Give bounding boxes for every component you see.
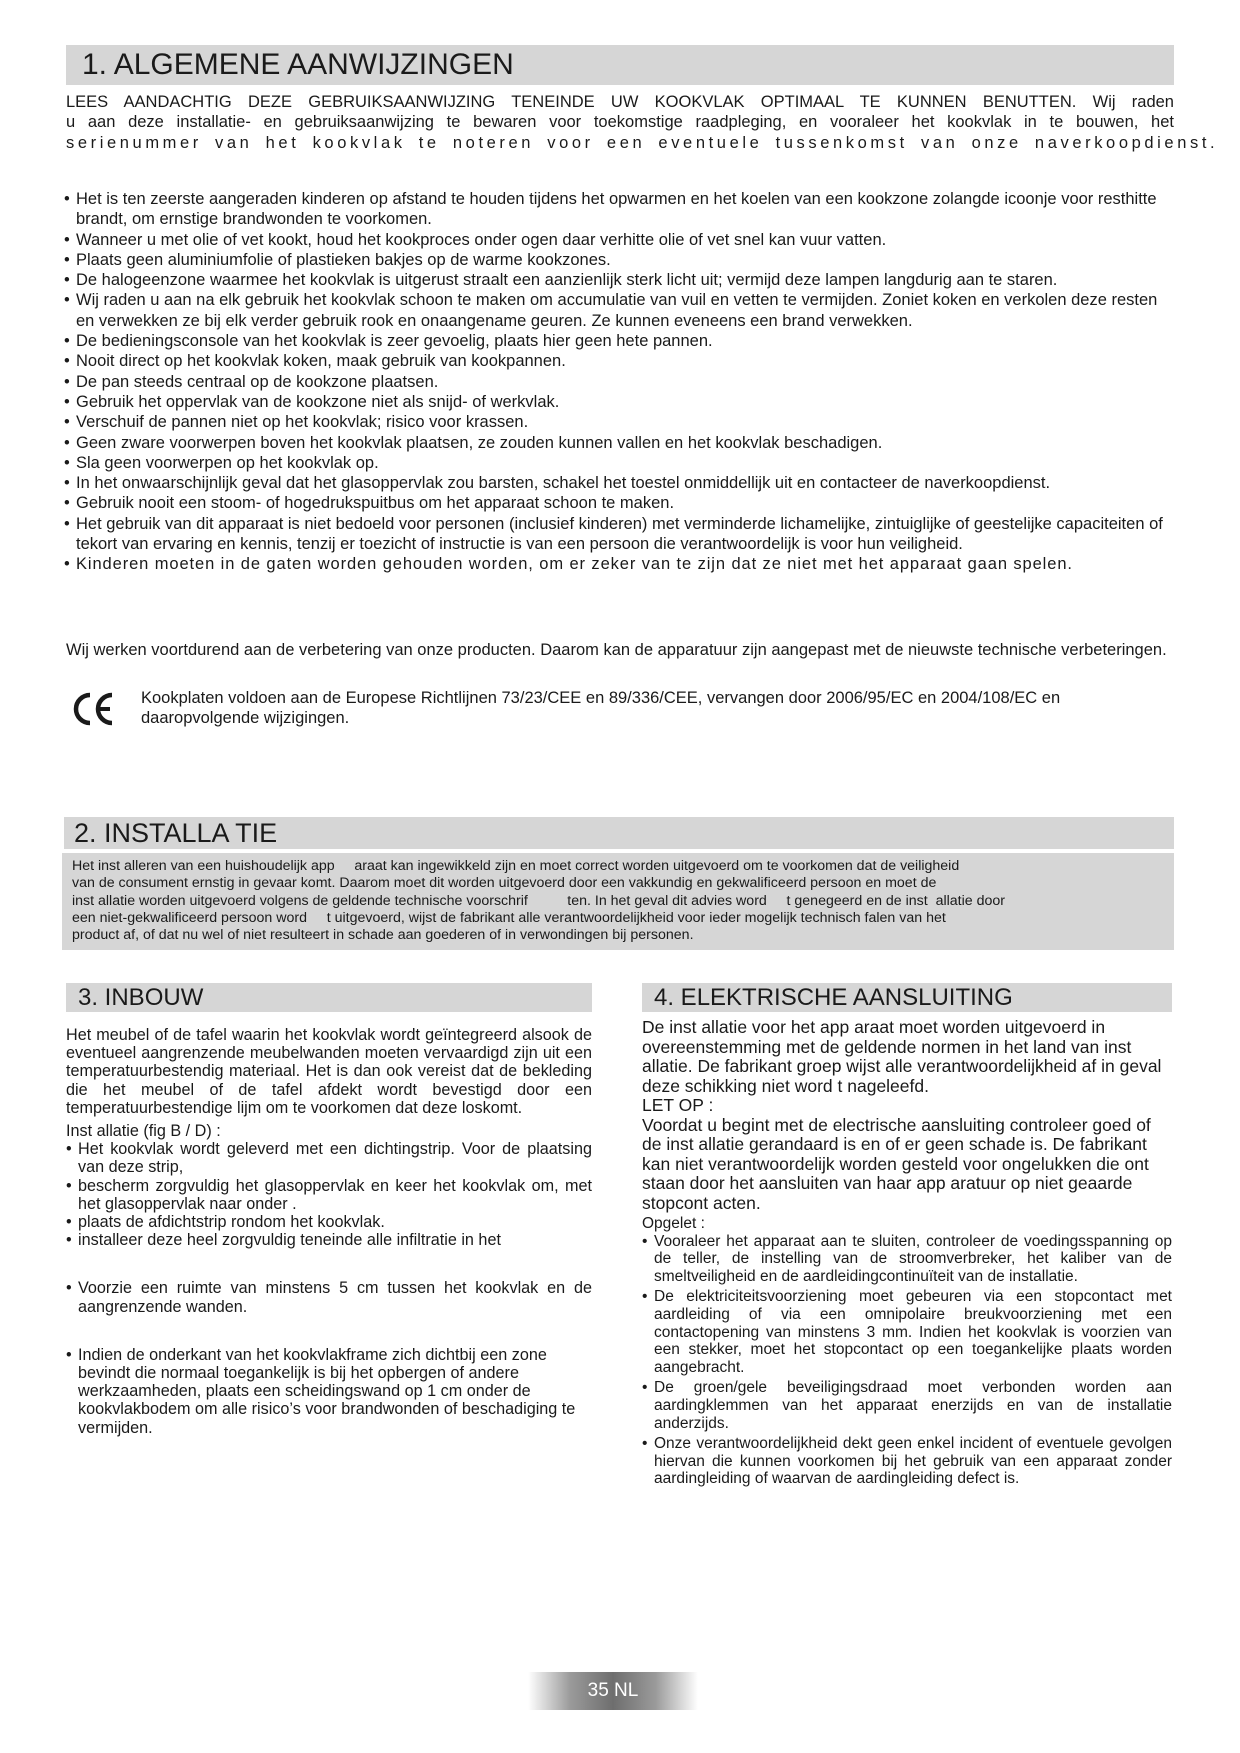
- list-item: • Het kookvlak wordt geleverd met een dichtingstrip. Voor de plaatsing van deze strip,: [66, 1140, 592, 1176]
- page-number: 35 NL: [528, 1672, 698, 1710]
- installation-warning-box: [62, 853, 1174, 950]
- list-item: • In het onwaarschijnlijk geval dat het glasoppervlak zou barsten, schakel het toestel onmiddellijk uit en contacteer de naverkoopdienst.: [64, 473, 1174, 493]
- list-item: • Geen zware voorwerpen boven het kookvlak plaatsen, ze zouden kunnen vallen en het kookvlak beschadigen.: [64, 433, 1174, 453]
- list-item: • Kinderen moeten in de gaten worden gehouden worden, om er zeker van te zijn dat ze niet met het apparaat gaan spelen.: [64, 554, 1174, 574]
- strip-bullet-list: [66, 1140, 592, 1176]
- let-op-label: LET OP :: [642, 1095, 714, 1115]
- list-item: • Plaats geen aluminiumfolie of plastieken bakjes op de warme kookzones.: [64, 250, 1174, 270]
- warning-line-1: Het inst alleren van een huishoudelijk app araat kan ingewikkeld zijn en moet correct worden uitgevoerd om te voorkomen dat de veiligheid: [72, 858, 960, 874]
- section-4-body: [642, 1018, 1172, 1488]
- section-3-heading: 3. INBOUW: [66, 983, 592, 1012]
- list-item: • Voorzie een ruimte van minstens 5 cm tussen het kookvlak en de aangrenzende wanden.: [66, 1279, 592, 1315]
- list-item: • Nooit direct op het kookvlak koken, maak gebruik van kookpannen.: [64, 351, 1174, 371]
- section-2-heading: 2. INSTALLA TIE: [64, 817, 1174, 849]
- list-item: • Wanneer u met olie of vet kookt, houd het kookproces onder ogen daar verhitte olie of vet snel kan vuur vatten.: [64, 230, 1174, 250]
- section-3-body: [66, 1026, 592, 1437]
- list-item: • Het is ten zeerste aangeraden kinderen op afstand te houden tijdens het opwarmen en het koelen van een kookzone zolangde icoonje voor resthitte brandt, om ernstige brandwonden te voorkomen.: [64, 189, 1174, 230]
- list-item: • De halogeenzone waarmee het kookvlak is uitgerust straalt een aanzienlijk sterk licht uit; vermijd deze lampen langdurig aan te staren.: [64, 270, 1174, 290]
- section-1-heading: 1. ALGEMENE AANWIJZINGEN: [66, 45, 1174, 85]
- list-item: • Vooraleer het apparaat aan te sluiten, controleer de voedingsspanning op de teller, de instelling van de stroomverbreker, het kaliber van de smeltveiligheid en de aardleidingcontinuïteit van de installatie.: [642, 1233, 1172, 1286]
- list-item: • Sla geen voorwerpen op het kookvlak op.: [64, 453, 1174, 473]
- dash-list: [66, 1177, 592, 1250]
- list-item: • Onze verantwoordelijkheid dekt geen enkel incident of eventuele gevolgen hiervan die kunnen voorkomen bij het gebruik van een apparaat zonder aardingleiding of waarvan de aardingleiding defect is.: [642, 1435, 1172, 1488]
- electrical-bullet-list: [642, 1233, 1172, 1488]
- list-item: • Gebruik nooit een stoom- of hogedrukspuitbus om het apparaat schoon te maken.: [64, 493, 1174, 513]
- space-bullet-list: [66, 1279, 592, 1315]
- list-item: • De elektriciteitsvoorziening moet gebeuren via een stopcontact met aardleiding of via een omnipolaire breukvoorziening met een contactopening van minstens 3 mm. Indien het kookvlak is voorzien van een stekker, moet het stopcontact op een toegankelijke plaats worden aangebracht.: [642, 1288, 1172, 1376]
- underside-bullet-list: [66, 1346, 592, 1437]
- list-item: • bescherm zorgvuldig het glasoppervlak en keer het kookvlak om, met het glasoppervlak naar onder .: [66, 1177, 592, 1213]
- section-4-heading: 4. ELEKTRISCHE AANSLUITING: [642, 983, 1172, 1012]
- electrical-intro: De inst allatie voor het app araat moet worden uitgevoerd in overeenstemming met de geldende normen in het land van inst allatie. De fabrikant groep wijst alle verantwoordelijkheid af in geval deze schikking niet word t nageleefd.: [642, 1017, 1162, 1096]
- opgelet-label: Opgelet :: [642, 1215, 705, 1232]
- intro-line-3: serienummer van het kookvlak te noteren voor een eventuele tussenkomst van onze naverkoopdienst.: [66, 133, 1219, 152]
- list-item: • Verschuif de pannen niet op het kookvlak; risico voor krassen.: [64, 412, 1174, 432]
- safety-bullet-list: [64, 189, 1174, 575]
- warning-line-3: inst allatie worden uitgevoerd volgens de geldende technische voorschrif ten. In het geval dit advies word t genegeerd en de inst allatie door: [72, 892, 1006, 909]
- warning-line-4: een niet-gekwalificeerd persoon word t uitgevoerd, wijst de fabrikant alle verantwoordelijkheid voor ieder mogelijk technisch falen van het: [72, 909, 946, 926]
- warning-line-5: product af, of dat nu wel of niet resulteert in schade aan goederen of in verwondingen bij personen.: [72, 927, 694, 944]
- list-item: • De groen/gele beveiligingsdraad moet verbonden worden aan aardingklemmen van het apparaat enerzijds en van de installatie anderzijds.: [642, 1379, 1172, 1432]
- list-item: • Indien de onderkant van het kookvlakframe zich dichtbij een zone bevindt die normaal toegankelijk is bij het opbergen of andere werkzaamheden, plaats een scheidingswand op 1 cm onder de kookvlakbodem om alle risico’s voor brandwonden of beschadiging te vermijden.: [66, 1346, 592, 1437]
- list-item: • De pan steeds centraal op de kookzone plaatsen.: [64, 372, 1174, 392]
- list-item: • Gebruik het oppervlak van de kookzone niet als snijd- of werkvlak.: [64, 392, 1174, 412]
- list-item: • De bedieningsconsole van het kookvlak is zeer gevoelig, plaats hier geen hete pannen.: [64, 331, 1174, 351]
- list-item: • Wij raden u aan na elk gebruik het kookvlak schoon te maken om accumulatie van vuil en vetten te vermijden. Zoniet koken en verkolen deze resten en verwekken ze bij elk verder gebruik rook en onaangename geuren. Ze kunnen eveneens een brand verwekken.: [64, 290, 1174, 331]
- ce-compliance-text: Kookplaten voldoen aan de Europese Richtlijnen 73/23/CEE en 89/336/CEE, vervangen door 2006/95/EC en 2004/108/EC en daaropvolgende wijzigingen.: [141, 689, 1061, 728]
- list-item: • installeer deze heel zorgvuldig teneinde alle infiltratie in het: [66, 1231, 592, 1249]
- install-label: Inst allatie (fig B / D) :: [66, 1122, 221, 1141]
- intro-paragraph: [66, 92, 1219, 153]
- improvement-note: Wij werken voortdurend aan de verbetering van onze producten. Daarom kan de apparatuur zijn aangepast met de nieuwste technische verbeteringen.: [66, 641, 1167, 659]
- inbouw-intro: Het meubel of de tafel waarin het kookvlak wordt geïntegreerd alsook de eventueel aangrenzende meubelwanden moeten vervaardigd zijn uit een temperatuurbestendig materiaal. Het is dan ook vereist dat de bekleding die het meubel of de tafel afdekt wordt bevestigd door een temperatuurbestendige lijm om te voorkomen dat deze loskomt.: [66, 1026, 592, 1117]
- intro-line-2: u aan deze installatie- en gebruiksaanwijzing te bewaren voor toekomstige raadpleging, en vooraleer het kookvlak in te bouwen, het: [66, 113, 1174, 132]
- intro-line-1: LEES AANDACHTIG DEZE GEBRUIKSAANWIJZING TENEINDE UW KOOKVLAK OPTIMAAL TE KUNNEN BENUTTEN. Wij raden: [66, 93, 1174, 111]
- grounding-warning: Voordat u begint met de electrische aansluiting controleer goed of de inst allatie gerandaard is en of er geen schade is. De fabrikant kan niet verantwoordelijk worden gesteld voor ongelukken die ont staan door het aansluiten van haar app aratuur op niet geaarde stopcont acten.: [642, 1114, 1151, 1213]
- list-item: • Het gebruik van dit apparaat is niet bedoeld voor personen (inclusief kinderen) met verminderde lichamelijke, zintuiglijke of geestelijke capaciteiten of tekort van ervaring en kennis, tenzij er toezicht of instructie is van een persoon die verantwoordelijk is voor hun veiligheid.: [64, 514, 1174, 555]
- ce-mark-icon: [72, 692, 116, 726]
- warning-line-2: van de consument ernstig in gevaar komt. Daarom moet dit worden uitgevoerd door een vakkundig en gekwalificeerd persoon en moet de: [72, 875, 937, 892]
- list-item: • plaats de afdichtstrip rondom het kookvlak.: [66, 1213, 592, 1231]
